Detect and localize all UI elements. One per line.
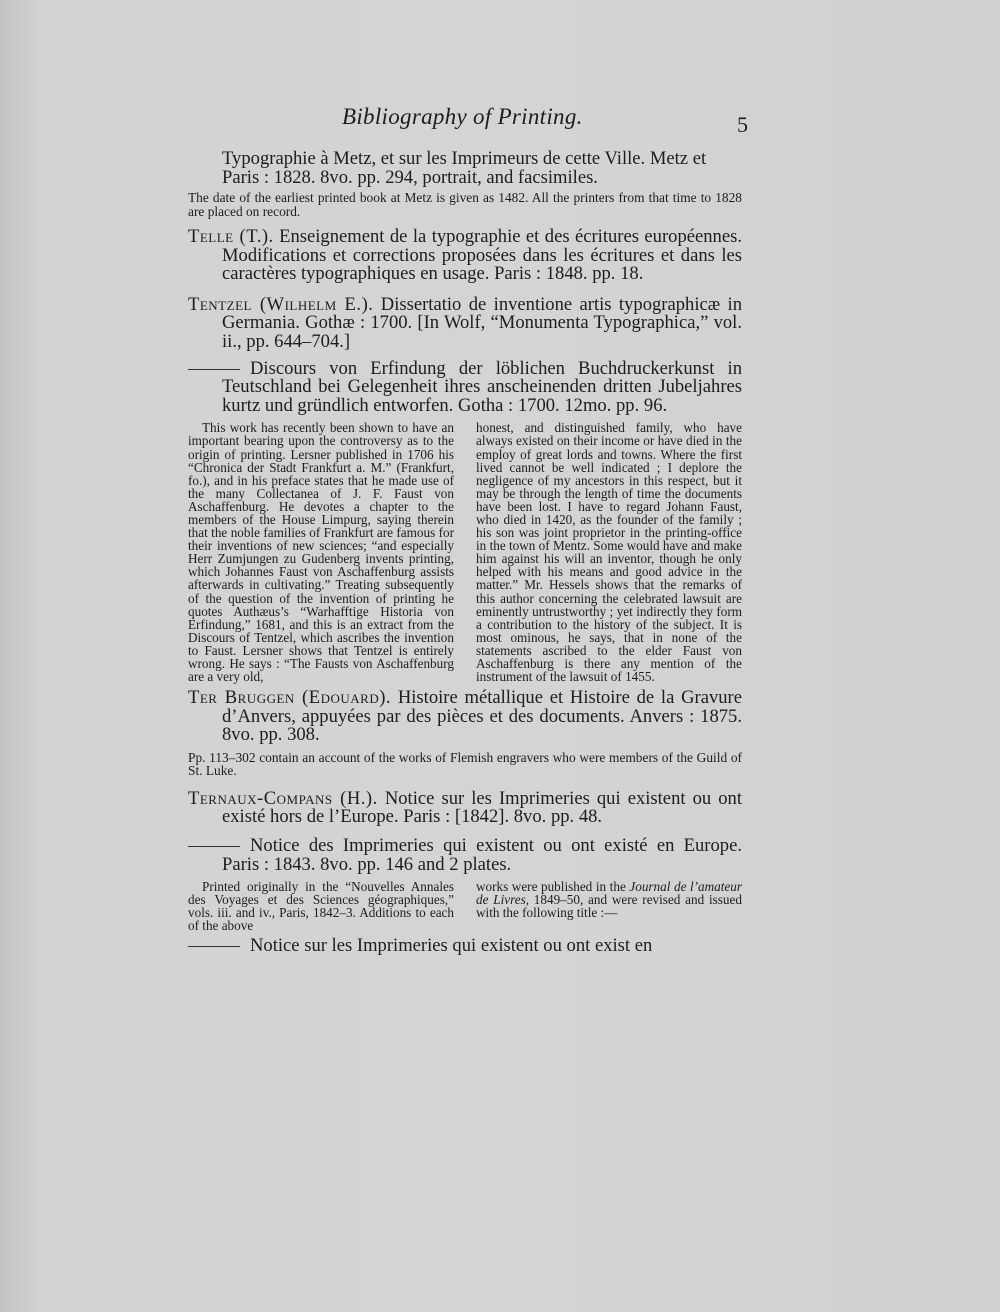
entry-ternaux-text: Notice sur les Imprimeries qui existent ou ont existé hors de l’Europe. Paris : [1842]. 8vo. pp. 48. [222,787,742,828]
note-ternaux-right [476,880,742,932]
note-tentzel-columns [188,421,742,683]
entry-terbruggen [188,689,742,745]
entry-tentzel2-text: Discours von Erfindung der löblichen Buchdruckerkunst in Teutschland bei Gelegenheit ihres anscheinenden dritten Jubeljahres kurtz und gründlich entworfen. Gotha : 1700. 12mo. pp. 96. [222,357,742,416]
note-tentzel-left: This work has recently been shown to have an important bearing upon the controversy as to the origin of printing. Lersner published in 1706 his “Chronica der Stadt Frankfurt a. M.” (Frankfurt, fo.), and in his preface states that he made use of the many Collectanea of J. F. Faust von Aschaffenburg. He devotes a chapter to the members of the House Limpurg, saying therein that the noble families of Frankfurt are famous for their inventions of new sciences; “and especially Herr Zumjungen zu Gudenberg invents printing, which Johannes Faust von Aschaffenburg assists afterwards in cultivating.” Treating subsequently of the question of the invention of printing he quotes Authæus’s “Warhafftige Historia von Erfindung,” 1681, and this is an extract from the Discours of Tentzel, which ascribes the invention to Faust. Lersner shows that Tentzel is entirely wrong. He says : “The Fausts von Aschaffenburg are a very old, [188,420,454,685]
entry-ternaux-europe [188,837,742,874]
note-ternaux-right-pre: works were published in the [476,879,630,895]
running-title: Bibliography of Printing. [342,104,583,129]
entry-telle [188,228,742,284]
entry-metz-line2: Paris : 1828. 8vo. pp. 294, portrait, and facsimiles. [222,166,598,188]
entry-terbruggen-text: Histoire métallique et Histoire de la Gravure d’Anvers, appuyées par des pièces et des documents. Anvers : 1875. 8vo. pp. 308. [222,687,743,746]
entry-tentzel [188,293,742,352]
entry-metz [188,150,742,187]
note-ternaux-columns [188,880,742,932]
note-metz: The date of the earliest printed book at Metz is given as 1482. All the printers from that time to 1828 are placed on record. [188,190,742,219]
ditto-dash [188,846,240,847]
author-ternaux: Ternaux-Compans (H.). [188,787,378,809]
page-header [188,104,748,138]
ditto-dash [188,369,240,370]
entry-ternaux [188,787,742,828]
entry-telle-text: Enseignement de la typographie et des écritures européennes. Modifications et corrections proposées dans les écritures et dans les caractères typographiques en usage. Paris : 1848. pp. 18. [222,226,742,285]
journal-title: Journal de l’amateur de Livres, [476,879,742,908]
entry-ternaux-third [188,934,742,956]
note-ternaux-left: Printed originally in the “Nouvelles Annales des Voyages et des Sciences géographiques,” vols. iii. and iv., Paris, 1842–3. Additions to each of the above [188,879,454,934]
page-number: 5 [737,112,748,137]
note-ternaux-right-post: 1849–50, and were revised and issued with the following title :— [476,892,742,921]
entry-tentzel-discours [188,357,742,416]
entry-metz-line1: Typographie à Metz, et sur les Imprimeurs de cette Ville. Metz et [222,148,707,169]
author-telle: Telle (T.). [188,226,274,247]
entry-tentzel-text: Dissertatio de inventione artis typographicæ in Germania. Gothæ : 1700. [In Wolf, “Monumenta Typographica,” vol. ii., pp. 644–704.] [222,293,742,352]
note-terbruggen: Pp. 113–302 contain an account of the works of Flemish engravers who were members of the Guild of St. Luke. [188,750,742,779]
author-tentzel: Tentzel (Wilhelm E.). [188,293,374,315]
author-terbruggen: Ter Bruggen (Edouard). [188,687,392,709]
ditto-dash [188,946,240,947]
page-content [188,150,742,955]
entry-ternaux3-text: Notice sur les Imprimeries qui existent ou ont exist en [250,934,653,956]
entry-ternaux2-text: Notice des Imprimeries qui existent ou ont existé en Europe. Paris : 1843. 8vo. pp. 146 and 2 plates. [222,835,742,875]
note-tentzel-right: honest, and distinguished family, who have always existed on their income or have died in the employ of great lords and towns. Where the first lived cannot be well indicated ; I deplore the negligence of my ancestors in this respect, but it may be through the length of time the documents have been lost. I have to regard Johann Faust, who died in 1420, as the founder of the family ; his son was joint proprietor in the printing-office in the town of Mentz. Some would have and make him against his will an inventor, though he only helped with his means and good advice in the matter.” Mr. Hessels shows that the remarks of this author concerning the celebrated lawsuit are eminently untrustworthy ; yet indirectly they form a contribution to the history of the subject. It is most ominous, he says, that in none of the statements ascribed to the elder Faust von Aschaffenburg is there any mention of the instrument of the lawsuit of 1455. [476,420,742,685]
